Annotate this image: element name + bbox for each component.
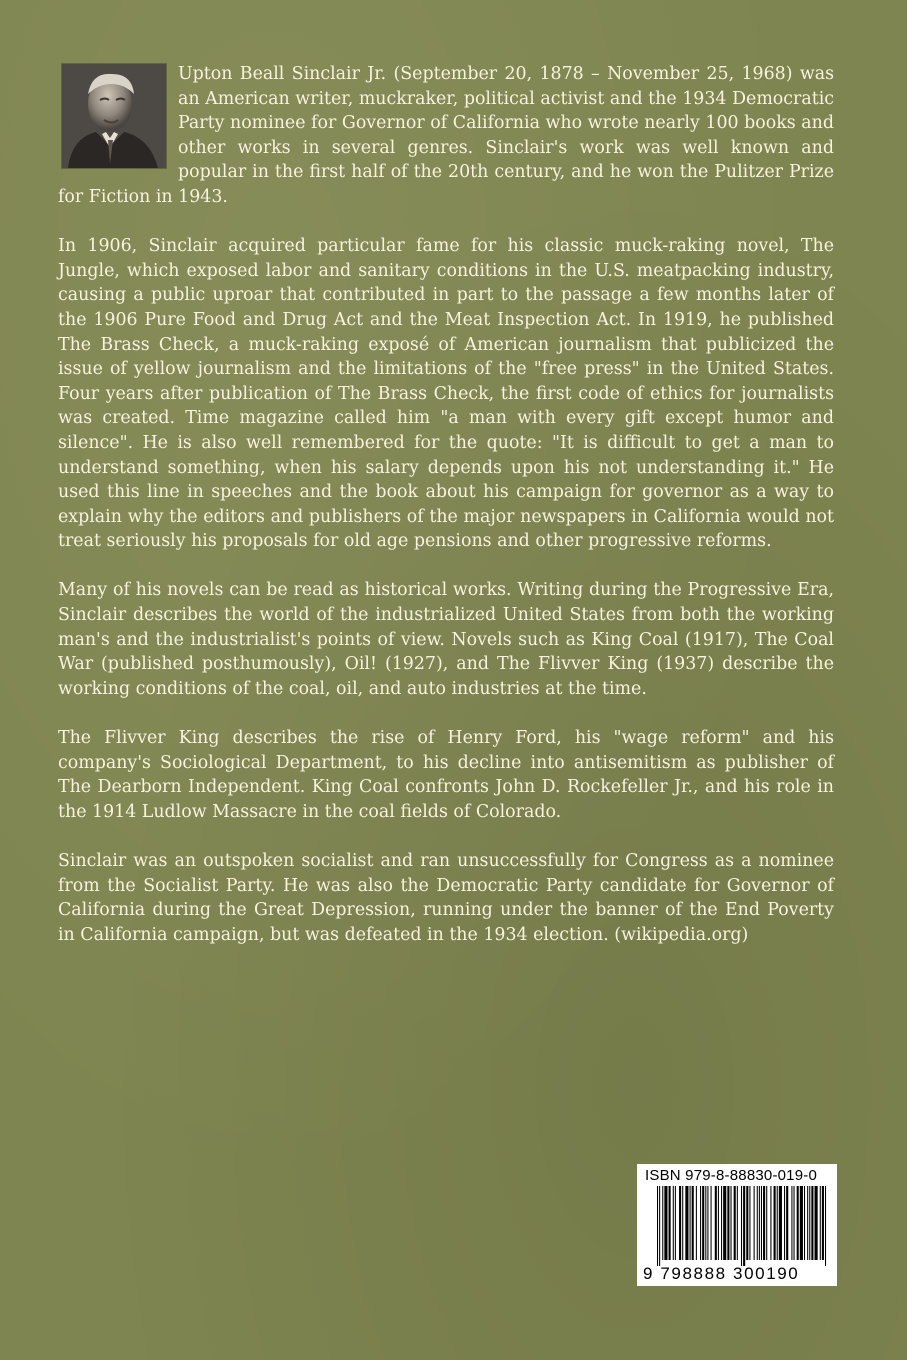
- barcode-bar: [669, 1186, 671, 1260]
- barcode-bar: [791, 1186, 792, 1260]
- isbn-barcode: [637, 1164, 837, 1286]
- paragraph-jungle: In 1906, Sinclair acquired particular fame for his classic muck-raking novel, The Jungle, which exposed labor and sanitary conditions in the U.S. meatpacking industry, causing a public uproar that contributed in part to the passage a few months later of the 1906 Pure Food and Drug Act and the Meat Inspection Act. In 1919, he published The Brass Check, a muck-raking exposé of American journalism that publicized the issue of yellow journalism and the limitations of the "free press" in the United States. Four years after publication of The Brass Check, the first code of ethics for journalists was created. Time magazine called him "a man with every gift except humor and silence". He is also well remembered for the quote: "It is difficult to get a man to understand something, when his salary depends upon his not understanding it." He used this line in speeches and the book about his campaign for governor as a way to explain why the editors and publishers of the major newspapers in California would not treat seriously his proposals for old age pensions and other progressive reforms.: [58, 236, 834, 552]
- barcode-bar: [734, 1186, 736, 1260]
- barcode-bar: [820, 1186, 821, 1260]
- barcode-bar: [761, 1186, 762, 1260]
- barcode-bar: [662, 1186, 663, 1260]
- barcode-bar: [727, 1186, 729, 1260]
- barcode-bar: [711, 1186, 712, 1260]
- biography-text: [58, 62, 834, 972]
- barcode-bar: [679, 1186, 681, 1260]
- barcode-bar: [779, 1186, 782, 1260]
- barcode-bar: [705, 1186, 706, 1260]
- barcode-bar: [822, 1186, 824, 1260]
- barcode-bar: [731, 1186, 732, 1260]
- barcode-bar: [759, 1186, 760, 1260]
- barcode-bar: [696, 1186, 697, 1260]
- barcode-bar: [777, 1186, 778, 1260]
- barcode-digits: 9 798888 300190: [643, 1264, 800, 1283]
- portrait-image: [62, 64, 166, 168]
- barcode-bar: [766, 1186, 767, 1260]
- barcode-bar: [682, 1186, 683, 1260]
- barcode-bar: [807, 1186, 808, 1260]
- barcode-bar: [718, 1186, 719, 1260]
- barcode-bar: [664, 1186, 667, 1260]
- barcode-bar: [700, 1186, 701, 1260]
- barcode-bar: [721, 1186, 722, 1260]
- barcode-bar: [825, 1186, 826, 1266]
- barcode-bar: [797, 1186, 799, 1260]
- barcode-bar: [743, 1186, 745, 1266]
- barcode-bar: [746, 1186, 748, 1260]
- barcode-bar: [741, 1186, 742, 1266]
- paragraph-novels: Many of his novels can be read as historical works. Writing during the Progressive Era, Sinclair describes the world of the industrialized United States from both the working man's and the industrialist's points of view. Novels such as King Coal (1917), The Coal War (published posthumously), Oil! (1927), and The Flivver King (1937) describe the working conditions of the coal, oil, and auto industries at the time.: [58, 580, 834, 699]
- barcode-bar: [804, 1186, 805, 1260]
- barcode-bar: [800, 1186, 803, 1260]
- paragraph-socialist: Sinclair was an outspoken socialist and ran unsuccessfully for Congress as a nominee from the Socialist Party. He was also the Democratic Party candidate for Governor of California during the Great Depression, running under the banner of the End Poverty in California campaign, but was defeated in the 1934 election. (wikipedia.org): [58, 851, 834, 945]
- barcode-bar: [763, 1186, 765, 1260]
- barcode-bars: [657, 1186, 829, 1266]
- barcode-bar: [659, 1186, 660, 1266]
- barcode-bar: [737, 1186, 738, 1260]
- barcode-bar: [749, 1186, 750, 1260]
- barcode-bar: [692, 1186, 694, 1260]
- barcode-bar: [815, 1186, 818, 1260]
- barcode-bar: [784, 1186, 785, 1260]
- barcode-bar: [774, 1186, 776, 1260]
- barcode-bar: [690, 1186, 691, 1260]
- barcode-bar: [811, 1186, 813, 1260]
- barcode-bar: [657, 1186, 658, 1266]
- barcode-bar: [702, 1186, 704, 1260]
- barcode-bar: [809, 1186, 810, 1260]
- barcode-bar: [685, 1186, 688, 1260]
- barcode-bar: [675, 1186, 676, 1260]
- barcode-bar: [794, 1186, 795, 1260]
- paragraph-intro: Upton Beall Sinclair Jr. (September 20, 1878 – November 25, 1968) was an American writer, muckraker, political activist and the 1934 Democratic Party nominee for Governor of California who wrote nearly 100 books and other works in several genres. Sinclair's work was well known and popular in the first half of the 20th century, and he won the Pulitzer Prize for Fiction in 1943.: [58, 64, 834, 207]
- isbn-label: ISBN 979-8-88830-019-0: [645, 1167, 818, 1184]
- barcode-bar: [715, 1186, 717, 1260]
- author-portrait: [62, 64, 166, 168]
- barcode-bar: [770, 1186, 771, 1260]
- barcode-bar: [723, 1186, 726, 1260]
- barcode-bar: [757, 1186, 758, 1260]
- barcode-bar: [707, 1186, 708, 1260]
- barcode-bar: [754, 1186, 755, 1260]
- barcode-bar: [673, 1186, 674, 1260]
- barcode-bar: [786, 1186, 788, 1260]
- paragraph-flivver-king: The Flivver King describes the rise of Henry Ford, his "wage reform" and his company's Sociological Department, to his decline into antisemitism as publisher of The Dearborn Independent. King Coal confronts John D. Rockefeller Jr., and his role in the 1914 Ludlow Massacre in the coal fields of Colorado.: [58, 728, 834, 822]
